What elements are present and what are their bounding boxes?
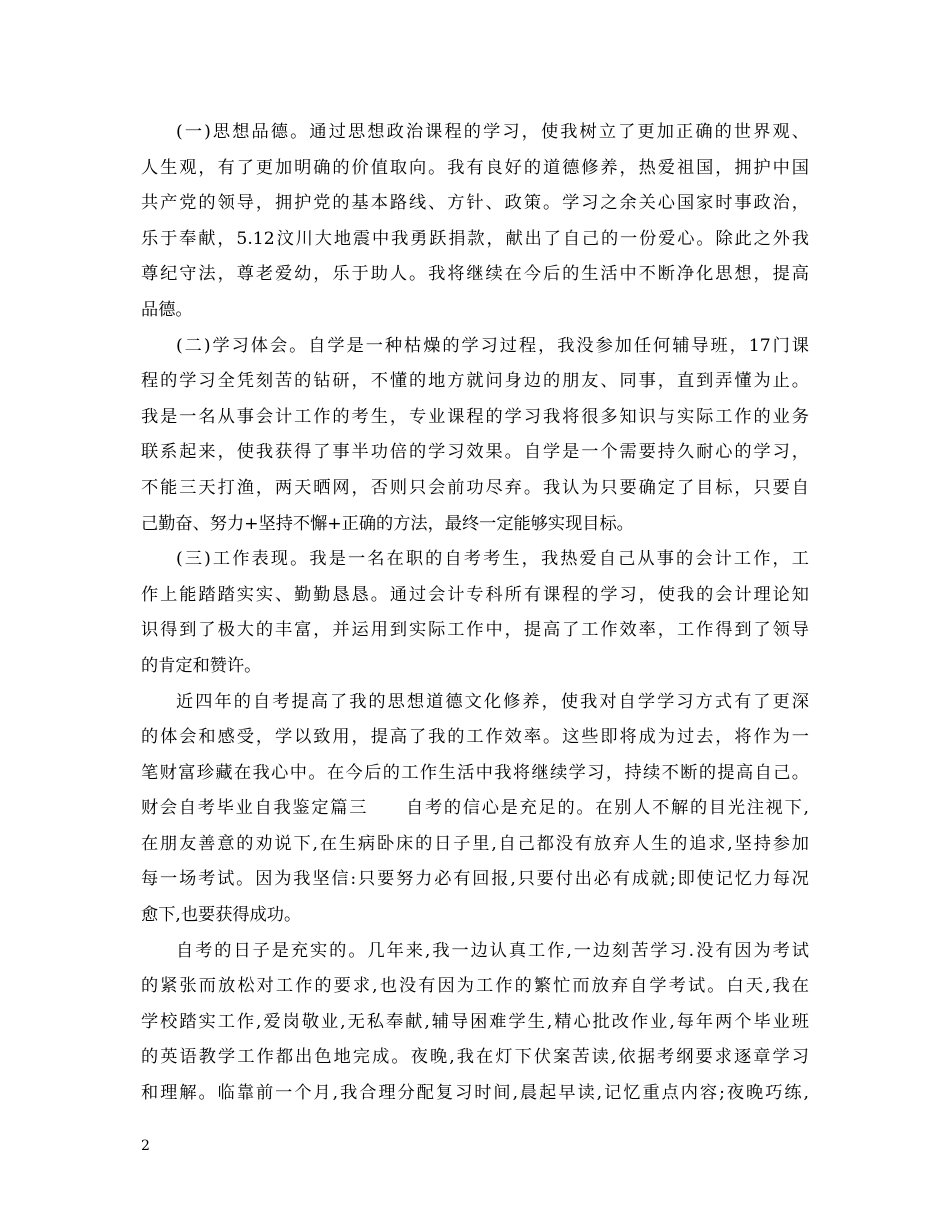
paragraph-line: 愈下,也要获得成功。 <box>141 905 302 926</box>
paragraph-line: (三)工作表现。我是一名在职的自考考生，我热爱自己从事的会计工作，工 <box>176 549 809 570</box>
paragraph-line: 不能三天打渔，两天晒网，否则只会前功尽弃。我认为只要确定了目标，只要自 <box>141 477 809 498</box>
paragraph-line: 笔财富珍藏在我心中。在今后的工作生活中我将继续学习，持续不断的提高自己。 <box>141 762 809 783</box>
paragraph-line: 的英语教学工作都出色地完成。夜晚,我在灯下伏案苦读,依据考纲要求逐章学习 <box>141 1047 809 1068</box>
paragraph-line: 自考的日子是充实的。几年来,我一边认真工作,一边刻苦学习.没有因为考试 <box>176 940 809 961</box>
paragraph-line: (二)学习体会。自学是一种枯燥的学习过程，我没参加任何辅导班，17门课 <box>176 335 809 356</box>
paragraph-line: 的体会和感受，学以致用，提高了我的工作效率。这些即将成为过去，将作为一 <box>141 727 809 748</box>
paragraph-line: 在朋友善意的劝说下,在生病卧床的日子里,自己都没有放弃人生的追求,坚持参加 <box>141 833 809 854</box>
paragraph-line: 己勤奋、努力+坚持不懈+正确的方法，最终一定能够实现目标。 <box>141 513 634 534</box>
paragraph-line: 联系起来，使我获得了事半功倍的学习效果。自学是一个需要持久耐心的学习， <box>141 442 809 463</box>
paragraph-line: 的紧张而放松对工作的要求,也没有因为工作的繁忙而放弃自学考试。白天,我在 <box>141 976 809 997</box>
paragraph-line: 共产党的领导，拥护党的基本路线、方针、政策。学习之余关心国家时事政治， <box>141 193 809 214</box>
paragraph-line: 我是一名从事会计工作的考生，专业课程的学习我将很多知识与实际工作的业务 <box>141 406 809 427</box>
paragraph-line: 近四年的自考提高了我的思想道德文化修养，使我对自学学习方式有了更深 <box>176 691 809 712</box>
paragraph-line: 的肯定和赞许。 <box>141 655 262 676</box>
paragraph-line: 和理解。临靠前一个月,我合理分配复习时间,晨起早读,记忆重点内容;夜晚巧练, <box>141 1083 809 1104</box>
paragraph-line: 作上能踏踏实实、勤勤恳恳。通过会计专科所有课程的学习，使我的会计理论知 <box>141 584 809 605</box>
document-body <box>141 115 809 1112</box>
page-number: 2 <box>141 1138 150 1154</box>
paragraph-line: 尊纪守法，尊老爱幼，乐于助人。我将继续在今后的生活中不断净化思想，提高 <box>141 264 809 285</box>
paragraph-line: 程的学习全凭刻苦的钻研，不懂的地方就问身边的朋友、同事，直到弄懂为止。 <box>141 371 809 392</box>
paragraph-line: 学校踏实工作,爱岗敬业,无私奉献,辅导困难学生,精心批改作业,每年两个毕业班 <box>141 1011 809 1032</box>
paragraph-line: (一)思想品德。通过思想政治课程的学习，使我树立了更加正确的世界观、 <box>176 122 809 142</box>
paragraph-line: 每一场考试。因为我坚信:只要努力必有回报,只要付出必有成就;即使记忆力每况 <box>141 869 809 890</box>
paragraph-line: 品德。 <box>141 299 193 320</box>
paragraph-line: 识得到了极大的丰富，并运用到实际工作中，提高了工作效率，工作得到了领导 <box>141 620 809 641</box>
paragraph-line: 人生观，有了更加明确的价值取向。我有良好的道德修养，热爱祖国，拥护中国 <box>141 157 809 178</box>
paragraph-line: 财会自考毕业自我鉴定篇三 自考的信心是充足的。在别人不解的目光注视下, <box>141 798 809 819</box>
paragraph-line: 乐于奉献，5.12汶川大地震中我勇跃捐款，献出了自己的一份爱心。除此之外我 <box>141 228 809 249</box>
